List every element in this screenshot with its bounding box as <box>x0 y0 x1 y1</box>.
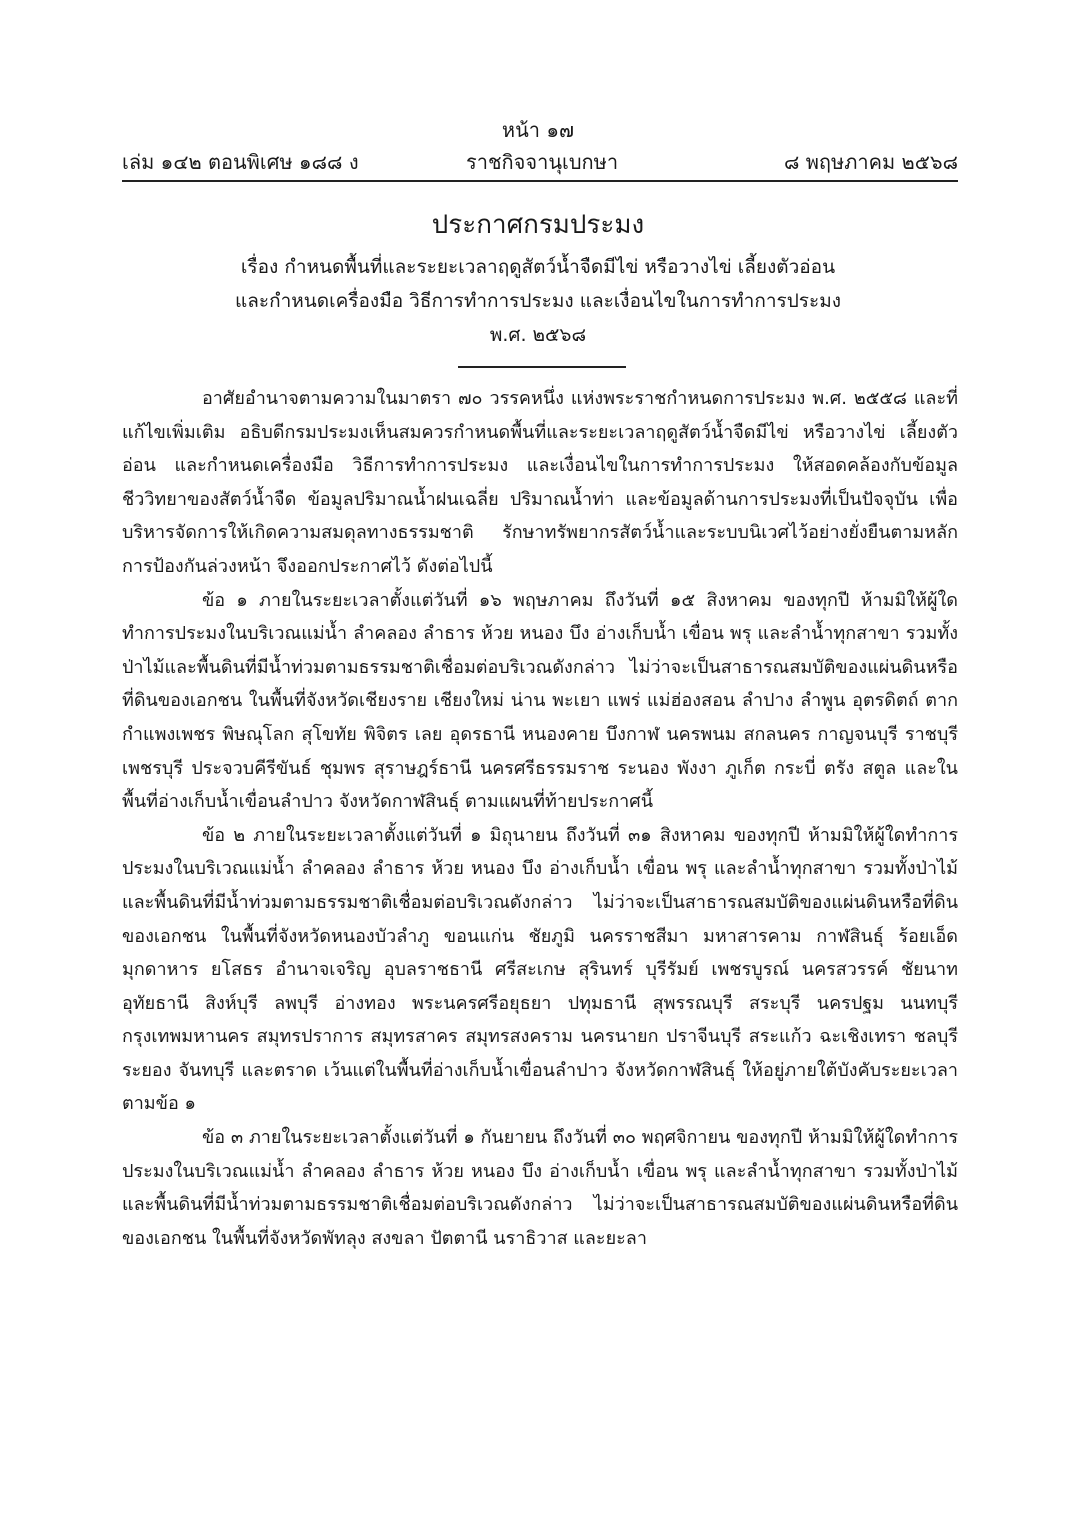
title-divider <box>458 366 626 368</box>
subject-line-2: และกำหนดเครื่องมือ วิธีการทำการประมง และเงื่อนไขในการทำการประมง <box>234 290 841 312</box>
publication-name: ราชกิจจานุเบกษา <box>466 150 619 174</box>
volume-issue: เล่ม ๑๔๒ ตอนพิเศษ ๑๘๘ ง <box>122 150 359 174</box>
document-title: ประกาศกรมประมง <box>431 210 645 240</box>
publication-date: ๘ พฤษภาคม ๒๕๖๘ <box>783 150 958 174</box>
clause-1-paragraph: ข้อ ๑ ภายในระยะเวลาตั้งแต่วันที่ ๑๖ พฤษภาคม ถึงวันที่ ๑๕ สิงหาคม ของทุกปี ห้ามมิให้ผู้ใดทำการประมงในบริเวณแม่น้ำ ลำคลอง ลำธาร ห้วย หนอง บึง อ่างเก็บน้ำ เขื่อน พรุ และลำน้ำทุกสาขา รวมทั้งป่าไม้และพื้นดินที่มีน้ำท่วมตามธรรมชาติเชื่อมต่อบริเวณดังกล่าว ไม่ว่าจะเป็นสาธารณสมบัติของแผ่นดินหรือที่ดินของเอกชน ในพื้นที่จังหวัดเชียงราย เชียงใหม่ น่าน พะเยา แพร่ แม่ฮ่องสอน ลำปาง ลำพูน อุตรดิตถ์ ตาก กำแพงเพชร พิษณุโลก สุโขทัย พิจิตร เลย อุดรธานี หนองคาย บึงกาฬ นครพนม สกลนคร กาญจนบุรี ราชบุรี เพชรบุรี ประจวบคีรีขันธ์ ชุมพร สุราษฎร์ธานี นครศรีธรรมราช ระนอง พังงา ภูเก็ต กระบี่ ตรัง สตูล และในพื้นที่อ่างเก็บน้ำเขื่อนลำปาว จังหวัดกาฬสินธุ์ ตามแผนที่ท้ายประกาศนี้ <box>122 589 958 813</box>
header-divider <box>122 180 958 182</box>
subject-year: พ.ศ. ๒๕๖๘ <box>489 324 587 346</box>
page-number: หน้า ๑๗ <box>501 118 575 142</box>
gazette-header <box>122 146 958 178</box>
subject-line-1: เรื่อง กำหนดพื้นที่และระยะเวลาฤดูสัตว์น้ำจืดมีไข่ หรือวางไข่ เลี้ยงตัวอ่อน <box>240 256 836 278</box>
document-body <box>122 382 958 1255</box>
clause-2-paragraph: ข้อ ๒ ภายในระยะเวลาตั้งแต่วันที่ ๑ มิถุนายน ถึงวันที่ ๓๑ สิงหาคม ของทุกปี ห้ามมิให้ผู้ใดทำการประมงในบริเวณแม่น้ำ ลำคลอง ลำธาร ห้วย หนอง บึง อ่างเก็บน้ำ เขื่อน พรุ และลำน้ำทุกสาขา รวมทั้งป่าไม้และพื้นดินที่มีน้ำท่วมตามธรรมชาติเชื่อมต่อบริเวณดังกล่าว ไม่ว่าจะเป็นสาธารณสมบัติของแผ่นดินหรือที่ดินของเอกชน ในพื้นที่จังหวัดหนองบัวลำภู ขอนแก่น ชัยภูมิ นครราชสีมา มหาสารคาม กาฬสินธุ์ ร้อยเอ็ด มุกดาหาร ยโสธร อำนาจเจริญ อุบลราชธานี ศรีสะเกษ สุรินทร์ บุรีรัมย์ เพชรบูรณ์ นครสวรรค์ ชัยนาท อุทัยธานี สิงห์บุรี ลพบุรี อ่างทอง พระนครศรีอยุธยา ปทุมธานี สุพรรณบุรี สระบุรี นครปฐม นนทบุรี กรุงเทพมหานคร สมุทรปราการ สมุทรสาคร สมุทรสงคราม นครนายก ปราจีนบุรี สระแก้ว ฉะเชิงเทรา ชลบุรี ระยอง จันทบุรี และตราด เว้นแต่ในพื้นที่อ่างเก็บน้ำเขื่อนลำปาว จังหวัดกาฬสินธุ์ ให้อยู่ภายใต้บังคับระยะเวลาตามข้อ ๑ <box>122 824 958 1115</box>
preamble-paragraph: อาศัยอำนาจตามความในมาตรา ๗๐ วรรคหนึ่ง แห่งพระราชกำหนดการประมง พ.ศ. ๒๕๕๘ และที่แก้ไขเพิ่มเติม อธิบดีกรมประมงเห็นสมควรกำหนดพื้นที่และระยะเวลาฤดูสัตว์น้ำจืดมีไข่ หรือวางไข่ เลี้ยงตัวอ่อน และกำหนดเครื่องมือ วิธีการทำการประมง และเงื่อนไขในการทำการประมง ให้สอดคล้องกับข้อมูลชีววิทยาของสัตว์น้ำจืด ข้อมูลปริมาณน้ำฝนเฉลี่ย ปริมาณน้ำท่า และข้อมูลด้านการประมงที่เป็นปัจจุบัน เพื่อบริหารจัดการให้เกิดความสมดุลทางธรรมชาติ รักษาทรัพยากรสัตว์น้ำและระบบนิเวศไว้อย่างยั่งยืนตามหลักการป้องกันล่วงหน้า จึงออกประกาศไว้ ดังต่อไปนี้ <box>122 388 958 577</box>
clause-3-paragraph: ข้อ ๓ ภายในระยะเวลาตั้งแต่วันที่ ๑ กันยายน ถึงวันที่ ๓๐ พฤศจิกายน ของทุกปี ห้ามมิให้ผู้ใดทำการประมงในบริเวณแม่น้ำ ลำคลอง ลำธาร ห้วย หนอง บึง อ่างเก็บน้ำ เขื่อน พรุ และลำน้ำทุกสาขา รวมทั้งป่าไม้และพื้นดินที่มีน้ำท่วมตามธรรมชาติเชื่อมต่อบริเวณดังกล่าว ไม่ว่าจะเป็นสาธารณสมบัติของแผ่นดินหรือที่ดินของเอกชน ในพื้นที่จังหวัดพัทลุง สงขลา ปัตตานี นราธิวาส และยะลา <box>122 1127 958 1249</box>
